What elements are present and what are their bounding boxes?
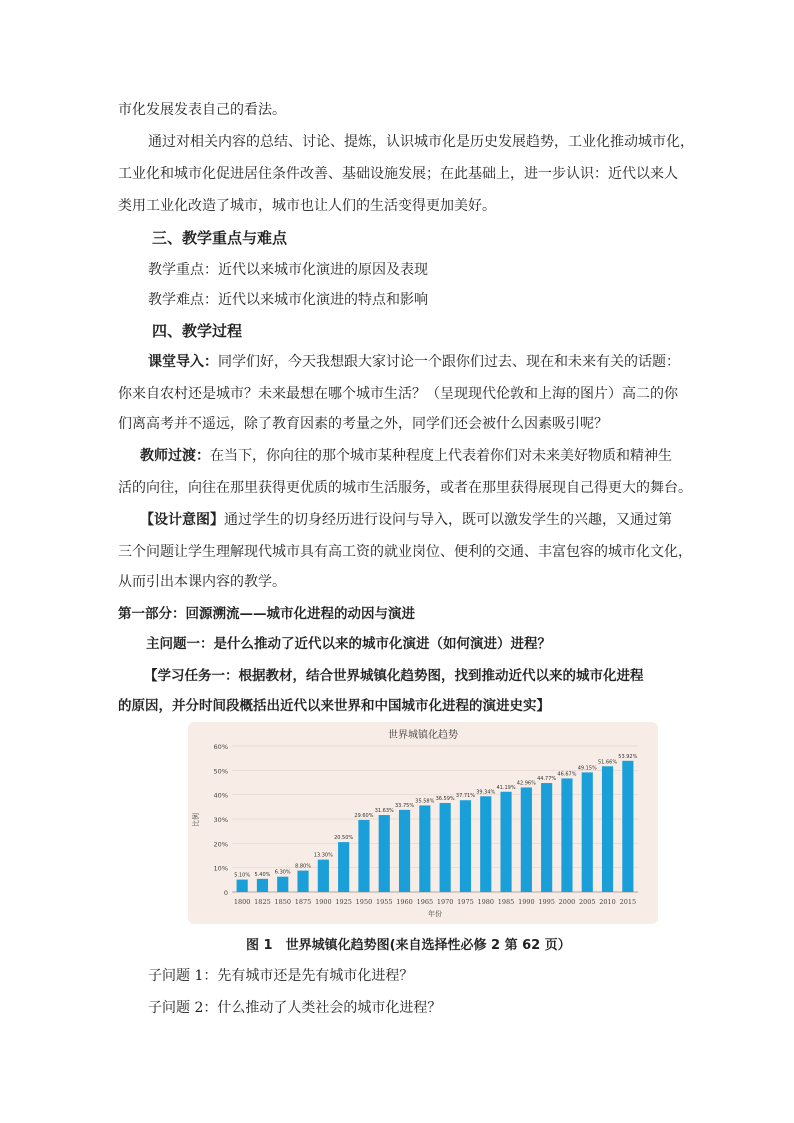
x-tick-label: 1965 [416, 898, 434, 906]
section-heading: 四、教学过程 [152, 322, 243, 340]
bar [500, 792, 511, 892]
bar [297, 871, 308, 892]
paragraph-line: 们离高考并不遥远，除了教育因素的考量之外，同学们还会被什么因素吸引呢？ [118, 416, 608, 432]
data-label: 31.63% [374, 808, 394, 815]
x-tick-label: 1960 [396, 898, 413, 906]
bar [318, 860, 329, 892]
x-tick-label: 1800 [233, 898, 251, 906]
x-axis-label: 年份 [428, 910, 442, 918]
sub-question: 子问题 1：先有城市还是先有城市化进程？ [148, 968, 414, 984]
y-tick-label: 0 [223, 889, 228, 897]
x-tick-label: 1825 [254, 898, 271, 906]
design-text: 通过学生的切身经历进行设问与导入，既可以激发学生的兴趣，又通过第 [224, 512, 672, 528]
section-heading: 三、教学重点与难点 [152, 229, 288, 247]
bar [257, 879, 268, 892]
bar [541, 783, 552, 892]
figure-caption: 图 1 世界城镇化趋势图(来自选择性必修 2 第 62 页） [246, 938, 571, 953]
part-title: 第一部分：回源溯流——城市化进程的动因与演进 [118, 606, 415, 622]
x-tick-label: 1975 [457, 898, 474, 906]
chart-title: 世界城镇化趋势 [388, 730, 458, 741]
paragraph-line: 从而引出本课内容的教学。 [118, 574, 286, 590]
data-label: 5.10% [234, 872, 251, 879]
task-line: 的原因，并分时间段概括出近代以来世界和中国城市化进程的演进史实】 [118, 698, 550, 714]
intro-line [148, 352, 680, 372]
data-label: 41.19% [496, 784, 516, 791]
transition-label: 教师过渡： [140, 448, 210, 464]
x-tick-label: 2005 [578, 898, 596, 906]
bar [480, 796, 491, 892]
task-line: 【学习任务一：根据教材，结合世界城镇化趋势图，找到推动近代以来的城市化进程 [144, 668, 644, 684]
y-tick-label: 50% [213, 767, 228, 776]
bar [622, 761, 633, 892]
design-line [140, 510, 672, 530]
x-tick-label: 2015 [619, 898, 637, 906]
bar [521, 787, 532, 892]
data-label: 5.40% [254, 871, 271, 878]
bar [440, 803, 451, 892]
transition-line [140, 446, 672, 466]
x-tick-label: 2000 [558, 898, 576, 906]
bar [358, 820, 369, 892]
y-tick-label: 10% [213, 864, 228, 873]
bar [379, 815, 390, 892]
bar [582, 772, 593, 892]
y-tick-label: 30% [213, 816, 228, 824]
data-label: 6.30% [274, 869, 291, 876]
bar [460, 800, 471, 892]
bar [237, 880, 248, 892]
x-tick-label: 1875 [294, 898, 312, 906]
x-tick-label: 1925 [335, 898, 352, 906]
data-label: 20.50% [334, 835, 354, 842]
paragraph-line: 三个问题让学生理解现代城市具有高工资的就业岗位、便利的交通、丰富包容的城市化文化， [118, 544, 692, 560]
y-axis-label: 比例 [192, 813, 200, 827]
data-label: 51.66% [598, 759, 618, 766]
paragraph-line: 通过对相关内容的总结、讨论、提炼，认识城市化是历史发展趋势，工业化推动城市化， [148, 134, 694, 150]
bar [399, 810, 410, 892]
x-tick-label: 1990 [518, 898, 535, 906]
design-label: 【设计意图】 [140, 512, 224, 528]
y-tick-label: 20% [213, 840, 228, 849]
bar [561, 778, 572, 892]
data-label: 35.58% [415, 798, 435, 805]
data-label: 36.59% [435, 795, 455, 802]
x-tick-label: 1955 [375, 898, 393, 906]
paragraph-line: 市化发展发表自己的看法。 [118, 102, 286, 118]
bar [277, 877, 288, 892]
data-label: 29.60% [354, 812, 374, 819]
paragraph-line: 类用工业化改造了城市，城市也让人们的生活变得更加美好。 [118, 198, 496, 214]
y-tick-label: 60% [213, 743, 228, 751]
intro-text: 同学们好，今天我想跟大家讨论一个跟你们过去、现在和未来有关的话题： [218, 354, 680, 370]
data-label: 46.67% [557, 771, 577, 778]
x-tick-label: 1850 [274, 898, 292, 906]
y-tick-label: 40% [213, 791, 228, 800]
teaching-focus: 教学重点：近代以来城市化演进的原因及表现 [148, 262, 428, 278]
teaching-difficulty: 教学难点：近代以来城市化演进的特点和影响 [148, 292, 428, 308]
chart-svg [188, 722, 658, 924]
main-question: 主问题一：是什么推动了近代以来的城市化演进（如何演进）进程？ [146, 636, 551, 652]
sub-question: 子问题 2：什么推动了人类社会的城市化进程？ [148, 1000, 442, 1016]
x-tick-label: 1950 [355, 898, 373, 906]
data-label: 8.80% [295, 863, 311, 870]
x-tick-label: 1995 [538, 898, 555, 906]
data-label: 37.71% [455, 793, 475, 800]
paragraph-line: 活的向往，向往在那里获得更优质的城市生活服务，或者在那里获得展现自己得更大的舞台。 [118, 480, 692, 496]
data-label: 49.15% [577, 765, 597, 772]
transition-text: 在当下，你向往的那个城市某种程度上代表着你们对未来美好物质和精神生 [210, 448, 672, 464]
x-tick-label: 1985 [497, 898, 515, 906]
bar [338, 842, 349, 892]
data-label: 44.77% [537, 776, 557, 783]
urbanization-chart [188, 722, 658, 924]
bar [602, 766, 613, 892]
x-tick-label: 2010 [599, 898, 616, 906]
data-label: 53.92% [618, 753, 638, 760]
intro-label: 课堂导入： [148, 354, 218, 370]
x-tick-label: 1980 [477, 898, 495, 906]
paragraph-line: 工业化和城市化促进居住条件改善、基础设施发展；在此基础上，进一步认识：近代以来人 [118, 166, 678, 182]
x-tick-label: 1970 [436, 898, 454, 906]
paragraph-line: 你来自农村还是城市？未来最想在哪个城市生活？（呈现现代伦敦和上海的图片）高二的你 [118, 386, 678, 402]
bar [419, 805, 430, 892]
x-tick-label: 1900 [315, 898, 332, 906]
data-label: 33.75% [395, 802, 415, 809]
data-label: 13.30% [313, 852, 333, 859]
data-label: 42.96% [516, 780, 536, 787]
data-label: 39.34% [476, 789, 496, 796]
